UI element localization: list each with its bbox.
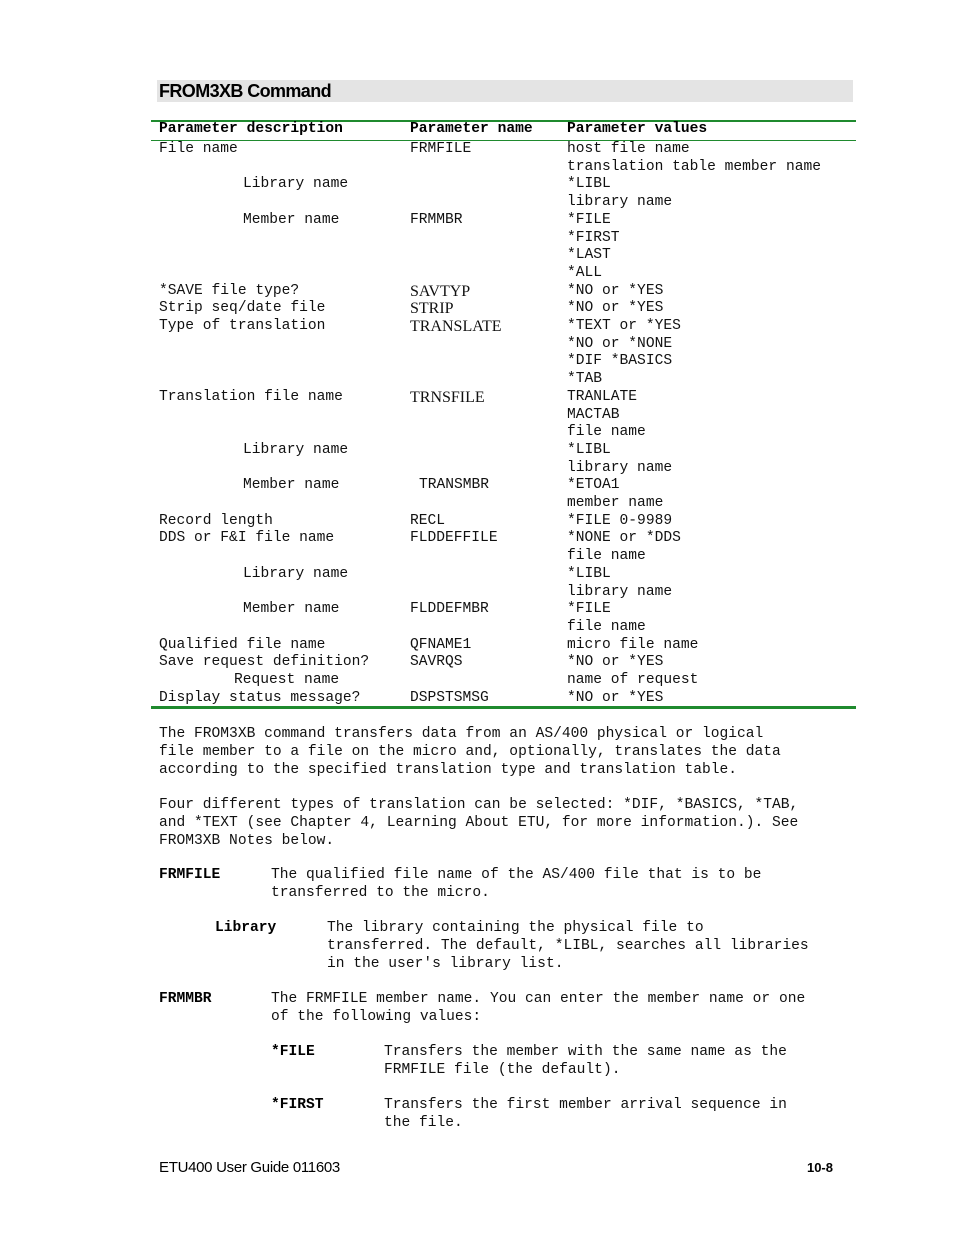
parameter-name: TRANSLATE: [410, 318, 502, 335]
parameter-value: *ETOA1: [567, 477, 620, 494]
parameter-description: Request name: [234, 672, 340, 688]
definition-text-library: The library containing the physical file to transferred. The default, *LIBL, searches all libraries in the user's library list.: [327, 920, 809, 972]
parameter-name: FLDDEFFILE: [410, 530, 498, 547]
parameter-description: Type of translation: [159, 318, 326, 334]
translation-paragraph: Four different types of translation can be selected: *DIF, *BASICS, *TAB, and *TEXT (see Chapter 4, Learning About ETU, for more information.). See FROM3XB Notes below.: [159, 797, 799, 849]
parameter-value: *NO or *YES: [567, 689, 664, 706]
parameter-description: Library name: [243, 441, 349, 458]
parameter-value: TRANLATE: [567, 388, 638, 405]
parameter-value: *NO or *YES: [567, 282, 664, 299]
parameter-value: library name: [567, 194, 673, 211]
section-title: FROM3XB Command: [157, 80, 853, 102]
footer-guide-title: ETU400 User Guide 011603: [159, 1159, 340, 1176]
parameter-description: Library name: [243, 176, 349, 193]
definition-text-frmmbr: The FRMFILE member name. You can enter the member name or one of the following values:: [271, 991, 806, 1025]
parameter-value: *ALL: [567, 264, 603, 281]
parameter-value: *NONE or *DDS: [567, 530, 681, 547]
parameter-description: Library name: [243, 565, 349, 582]
definition-text-frmfile: The qualified file name of the AS/400 file that is to be transferred to the micro.: [271, 867, 762, 901]
definition-term-frmmbr: FRMMBR: [159, 991, 212, 1007]
parameter-value: *NO or *NONE: [567, 335, 673, 352]
parameter-name: TRANSMBR: [419, 477, 490, 494]
parameter-value: *NO or *YES: [567, 300, 664, 317]
parameter-name: QFNAME1: [410, 636, 472, 653]
parameter-value: *LIBL: [567, 565, 611, 582]
parameter-value: *FILE: [567, 601, 611, 618]
parameter-value: *TEXT or *YES: [567, 318, 681, 334]
parameter-value: MACTAB: [567, 406, 620, 423]
parameter-value: *DIF *BASICS: [567, 353, 673, 370]
definition-term-first: *FIRST: [271, 1097, 324, 1113]
parameter-value: file name: [567, 618, 646, 635]
parameter-value: member name: [567, 495, 664, 511]
column-header-description: Parameter description: [159, 121, 343, 137]
parameter-name: FLDDEFMBR: [410, 601, 489, 618]
definition-text-file: Transfers the member with the same name as the FRMFILE file (the default).: [384, 1044, 787, 1078]
parameter-name: DSPSTSMSG: [410, 689, 489, 706]
parameter-name: FRMMBR: [410, 211, 463, 228]
column-header-values: Parameter values: [567, 121, 708, 137]
parameter-value: *LIBL: [567, 176, 611, 193]
parameter-value: *LIBL: [567, 441, 611, 458]
column-header-name: Parameter name: [410, 121, 533, 137]
parameter-name: FRMFILE: [410, 141, 472, 157]
parameter-description: DDS or F&I file name: [159, 530, 335, 547]
parameter-name: STRIP: [410, 300, 454, 318]
parameter-value: *FILE 0-9989: [567, 512, 673, 529]
parameter-value: *LAST: [567, 247, 611, 264]
parameter-description: File name: [159, 141, 238, 157]
parameter-value: translation table member name: [567, 158, 821, 175]
parameter-description: Record length: [159, 512, 273, 529]
parameter-description: Translation file name: [159, 388, 343, 405]
parameter-description: Display status message?: [159, 689, 361, 706]
parameter-value: name of request: [567, 672, 699, 688]
definition-term-frmfile: FRMFILE: [159, 867, 221, 883]
parameter-name: TRNSFILE: [410, 388, 485, 406]
table-bottom-rule: [151, 706, 856, 709]
parameter-name: SAVTYP: [410, 282, 471, 300]
parameter-value: *NO or *YES: [567, 654, 664, 671]
parameter-value: file name: [567, 548, 646, 565]
parameter-value: library name: [567, 583, 673, 600]
parameter-name: RECL: [410, 512, 446, 529]
parameter-description: Strip seq/date file: [159, 300, 326, 317]
parameter-value: library name: [567, 459, 673, 476]
parameter-value: micro file name: [567, 636, 699, 653]
parameter-description: Member name: [243, 477, 340, 494]
parameter-description: Member name: [243, 601, 340, 618]
definition-term-file: *FILE: [271, 1044, 315, 1060]
parameter-value: host file name: [567, 141, 690, 157]
parameter-description: Qualified file name: [159, 636, 326, 653]
definition-text-first: Transfers the first member arrival sequence in the file.: [384, 1097, 787, 1131]
parameter-description: Member name: [243, 211, 340, 228]
parameter-value: file name: [567, 424, 646, 441]
intro-paragraph: The FROM3XB command transfers data from an AS/400 physical or logical file member to a file on the micro and, optionally, translates the data according to the specified translation type and translation table.: [159, 726, 781, 778]
parameter-name: SAVRQS: [410, 654, 463, 671]
table-header-rule: [151, 140, 856, 141]
parameter-value: *FIRST: [567, 229, 620, 246]
parameter-value: *TAB: [567, 371, 603, 388]
definition-term-library: Library: [215, 920, 277, 936]
parameter-value: *FILE: [567, 211, 611, 228]
parameter-description: Save request definition?: [159, 654, 370, 671]
parameter-description: *SAVE file type?: [159, 282, 300, 299]
footer-page-number: 10-8: [806, 1160, 833, 1175]
